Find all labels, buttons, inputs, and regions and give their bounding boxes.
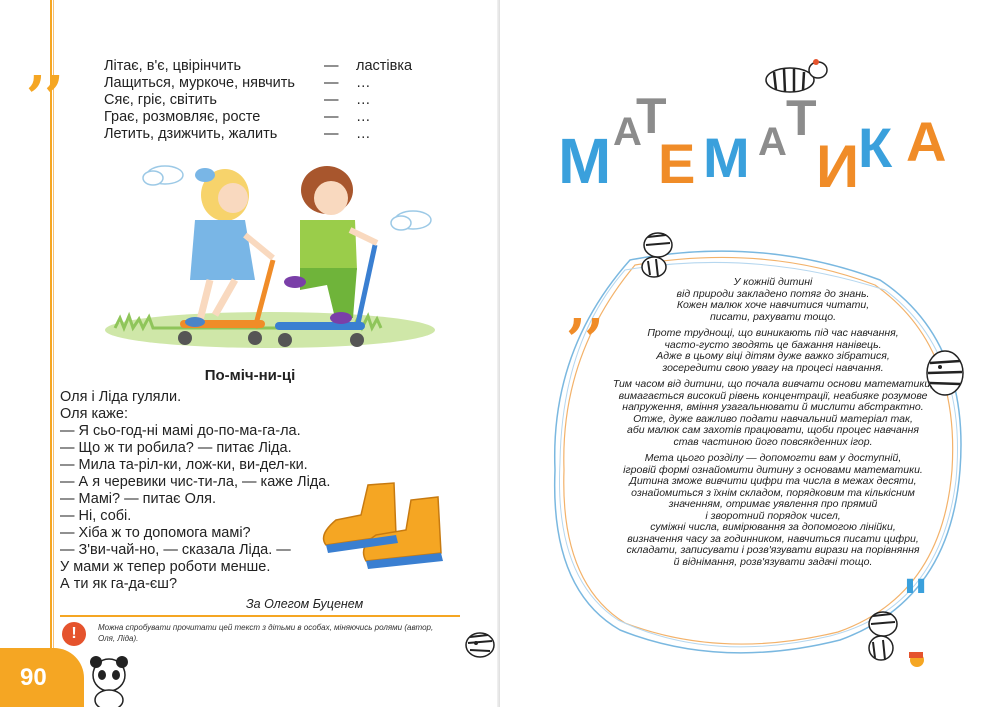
exclamation-icon: !	[62, 622, 86, 646]
riddle-dash: —	[324, 109, 339, 125]
intro-line: став частиною його повсякденних ігор.	[673, 435, 873, 448]
riddle-dash: —	[324, 92, 339, 108]
note-divider	[60, 615, 460, 617]
math-title	[528, 55, 968, 205]
intro-line: У кожній дитині	[733, 276, 813, 288]
story-line: — А я черевики чис-ти-ла, — каже Ліда.	[60, 474, 331, 490]
cloud-icon	[143, 166, 183, 185]
story-line: — З'ви-чай-но, — сказала Ліда. —	[60, 542, 291, 558]
riddle-question: Лащиться, муркоче, нявчить	[104, 75, 295, 91]
story-line: — Ні, собі.	[60, 508, 132, 524]
quote-mark-icon: ,,	[28, 35, 65, 96]
riddle-dash: —	[324, 75, 339, 91]
intro-line: складати, записувати і розв'язувати вирази на порівняння	[626, 544, 920, 556]
intro-line: Дитина зможе вивчити цифри та числа в межах десяти,	[629, 475, 917, 487]
zebra-with-toy-icon	[855, 600, 930, 670]
parent-note: Можна спробувати прочитати цей текст з дітьми в особах, міняючись ролями (автор, Оля, Ліда).	[98, 623, 434, 643]
margin-line	[50, 0, 52, 707]
intro-line: значенням, отримає уявлення про прямий	[668, 498, 878, 510]
riddle-answer: ластівка	[356, 58, 413, 74]
intro-line: зосередити свою увагу на процесі навчання.	[662, 361, 884, 374]
riddle-question: Сяє, гріє, світить	[104, 92, 217, 108]
story-line: — Мила та-ріл-ки, лож-ки, ви-дел-ки.	[60, 457, 308, 473]
riddle-dash: —	[324, 58, 339, 74]
intro-line: ознайомиться з їхнім складом, порядковим та кількісним	[631, 486, 915, 499]
intro-paragraph	[588, 328, 958, 374]
story-title: По-міч-ни-ці	[204, 367, 296, 384]
riddle-question: Літає, в'є, цвірінчить	[104, 58, 242, 74]
intro-line: Отже, дуже важливо подати навчальний матеріал так,	[633, 412, 913, 425]
intro-line: визначення часу за годинником, навчиться писати цифри,	[627, 532, 919, 545]
riddle-question: Летить, дзижчить, жалить	[104, 126, 278, 142]
panda-icon	[86, 655, 132, 707]
boots-illustration	[316, 475, 456, 570]
story-line: — Мамі? — питає Оля.	[60, 491, 217, 507]
intro-paragraph	[588, 453, 958, 568]
intro-line: часто-густо зводять це бажання нанівець.	[664, 338, 882, 351]
page-number: 90	[0, 648, 84, 707]
title-letter: М	[558, 125, 612, 197]
title-letter: Е	[658, 132, 696, 195]
riddle-answer: …	[356, 109, 371, 125]
intro-line: Адже в цьому віці дітям дуже важко зібратися,	[656, 350, 890, 362]
story-line: Оля і Ліда гуляли.	[60, 389, 182, 405]
intro-line: й віднімання, розв'язувати задачі тощо.	[673, 555, 873, 568]
grass-patch	[105, 312, 435, 348]
intro-line: від природи закладено потяг до знань.	[676, 287, 870, 300]
intro-line: вимагається високий рівень концентрації, неабияке розумове	[618, 389, 928, 402]
title-letter: Т	[786, 90, 817, 146]
margin-line-thin	[53, 0, 54, 707]
intro-line: писати, рахувати тощо.	[709, 310, 837, 323]
intro-line: суміжні числа, вимірювання за допомогою лінійки,	[650, 521, 896, 533]
intro-line: і зворотний порядок чисел,	[705, 509, 841, 522]
intro-line: Проте труднощі, що виникають під час навчання,	[647, 327, 899, 339]
title-letter: К	[858, 116, 893, 179]
quote-mark-close-icon: "	[902, 569, 930, 630]
cloud-icon	[391, 211, 431, 230]
intro-line: Тим часом від дитини, що почала вивчати основи математики,	[612, 378, 934, 390]
quote-mark-open-icon: ,,	[568, 278, 605, 339]
title-letter: А	[758, 120, 787, 164]
title-letter: И	[816, 133, 860, 200]
story-line: У мами ж тепер роботи менше.	[60, 559, 271, 575]
riddle-answer: …	[356, 126, 371, 142]
intro-line: Мета цього розділу — допомогти вам у доступній,	[644, 452, 902, 464]
story-line: — Я сьо-год-ні мамі до-по-ма-га-ла.	[60, 423, 301, 439]
intro-line: напруження, вміння узагальнювати й мислити абстрактно.	[622, 401, 924, 413]
story-line: — Хіба ж то допомога мамі?	[60, 525, 251, 541]
intro-line: ігровій формі ознайомити дитину з основами математики.	[623, 463, 923, 476]
intro-paragraph	[588, 379, 958, 448]
intro-line: Кожен малюк хоче навчитися читати,	[676, 299, 870, 311]
title-letter: Т	[636, 88, 667, 144]
riddle-question: Грає, розмовляє, росте	[104, 109, 261, 125]
zebra-peeking-icon	[458, 625, 496, 660]
riddle-dash: —	[324, 126, 339, 142]
riddle-answer: …	[356, 92, 371, 108]
story-line: Оля каже:	[60, 406, 128, 422]
title-letter: А	[906, 110, 947, 173]
intro-paragraph	[588, 277, 958, 323]
story-text	[60, 389, 330, 593]
intro-line: аби малюк сам захотів працювати, щоби процес навчання	[627, 424, 919, 436]
girls-on-scooters-illustration	[95, 150, 435, 350]
title-letter: А	[613, 110, 642, 154]
title-letter: М	[703, 126, 750, 189]
riddle-answer: …	[356, 75, 371, 91]
zebra-top-icon	[628, 225, 688, 285]
story-line: А ти як га-да-єш?	[60, 576, 178, 592]
story-author: За Олегом Буценем	[246, 597, 364, 611]
intro-text	[588, 277, 958, 573]
story-line: — Що ж ти робила? — питає Ліда.	[60, 440, 292, 456]
